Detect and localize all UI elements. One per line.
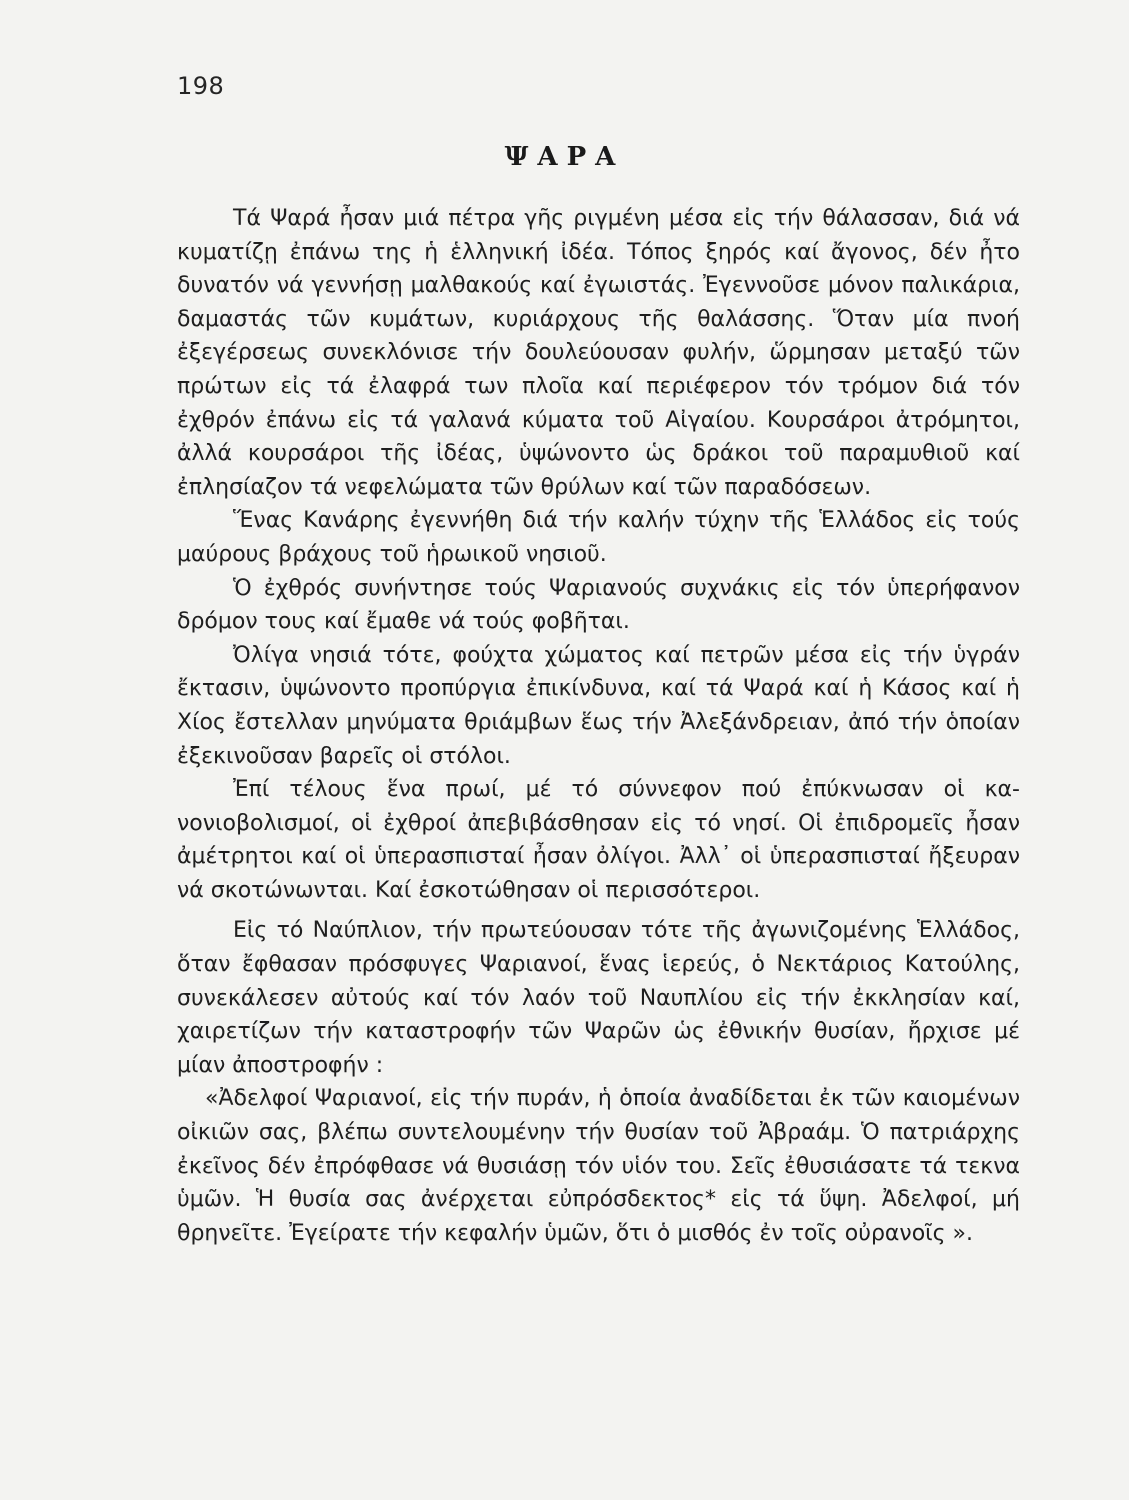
quotation-paragraph: «Ἀδελφοί Ψαριανοί, εἰς τήν πυράν, ἡ ὁποία ἀναδίδεται ἐκ τῶν καιομένων οἰκιῶν σας, βλέπω συντελουμένην τήν θυσίαν τοῦ Ἀβραάμ. Ὁ πατριάρχης ἐκεῖνος δέν ἐπρόφθασε νά θυσιάσῃ τόν υἱόν του. Σεῖς ἐθυσιάσατε τά τεκνα ὑμῶν. Ἡ θυσία σας ἀνέρχεται εὐπρόσδεκτος* εἰς τά ὕψη. Ἀδελφοί, μή θρηνεῖτε. Ἐγείρατε τήν κεφαλήν ὑμῶν, ὅτι ὁ μισθός ἐν τοῖς οὐρανοῖς ». [177, 1086, 1020, 1246]
paragraph: Ἐπί τέλους ἕνα πρωί, μέ τό σύννεφον πού ἐπύκνωσαν οἱ κανονιοβολισμοί, οἱ ἐχθροί ἀπεβιβάσθησαν εἰς τό νησί. Οἱ ἐπιδρομεῖς ἦσαν ἀμέτρητοι καί οἱ ὑπερασπισταί ἦσαν ὀλίγοι. Ἀλλ᾽ οἱ ὑπερασπισταί ἤξευραν νά σκοτώνωνται. Καί ἐσκοτώθησαν οἱ περισσότεροι. [177, 777, 1020, 903]
paragraph: Ὀλίγα νησιά τότε, φούχτα χώματος καί πετρῶν μέσα εἰς τήν ὑγράν ἔκτασιν, ὑψώνοντο προπύργια ἐπικίνδυνα, καί τά Ψαρά καί ἡ Κάσος καί ἡ Χίος ἔστελλαν μηνύματα θριάμβων ἕως τήν Ἀλεξάνδρειαν, ἀπό τήν ὁποίαν ἐξεκινοῦσαν βαρεῖς οἱ στόλοι. [177, 642, 1020, 769]
page-number: 198 [177, 72, 225, 100]
paragraph: Ἕνας Κανάρης ἐγεννήθη διά τήν καλήν τύχην τῆς Ἑλλάδος εἰς τούς μαύρους βράχους τοῦ ἡρωικοῦ νησιοῦ. [177, 508, 1020, 567]
paragraph: Τά Ψαρά ἦσαν μιά πέτρα γῆς ριγμένη μέσα εἰς τήν θάλασσαν, διά νά κυματίζῃ ἐπάνω της ἡ ἑλληνική ἰδέα. Τόπος ξηρός καί ἄγονος, δέν ἦτο δυνατόν νά γεννήσῃ μαλθακούς καί ἐγωιστάς. Ἐγεννοῦσε μόνον παλικάρια, δαμαστάς τῶν κυμάτων, κυριάρχους τῆς θαλάσσης. Ὅταν μία πνοή ἐξεγέρσεως συνεκλόνισε τήν δουλεύουσαν φυλήν, ὥρμησαν μεταξύ τῶν πρώτων εἰς τά ἐλαφρά των πλοῖα καί περιέφερον τόν τρόμον διά τόν ἐχθρόν ἐπάνω εἰς τά γαλανά κύματα τοῦ Αἰγαίου. Κουρσάροι ἀτρόμητοι, ἀλλά κουρσάροι τῆς ἰδέας, ὑψώνοντο ὡς δράκοι τοῦ παραμυθιοῦ καί ἐπλησίαζον τά νεφελώματα τῶν θρύλων καί τῶν παραδόσεων. [177, 206, 1020, 500]
body-text [177, 202, 1020, 1250]
chapter-title: ΨΑΡΑ [504, 142, 625, 172]
paragraph: Εἰς τό Ναύπλιον, τήν πρωτεύουσαν τότε τῆς ἀγωνιζομένης Ἑλλάδος, ὅταν ἔφθασαν πρόσφυγες Ψαριανοί, ἕνας ἱερεύς, ὁ Νεκτάριος Κατούλης, συνεκάλεσεν αὐτούς καί τόν λαόν τοῦ Ναυπλίου εἰς τήν ἐκκλησίαν καί, χαιρετίζων τήν καταστροφήν τῶν Ψαρῶν ὡς ἐθνικήν θυσίαν, ἤρχισε μέ μίαν ἀποστροφήν : [177, 918, 1020, 1078]
paragraph: Ὁ ἐχθρός συνήντησε τούς Ψαριανούς συχνάκις εἰς τόν ὑπερήφανον δρόμον τους καί ἔμαθε νά τούς φοβῆται. [177, 575, 1020, 635]
